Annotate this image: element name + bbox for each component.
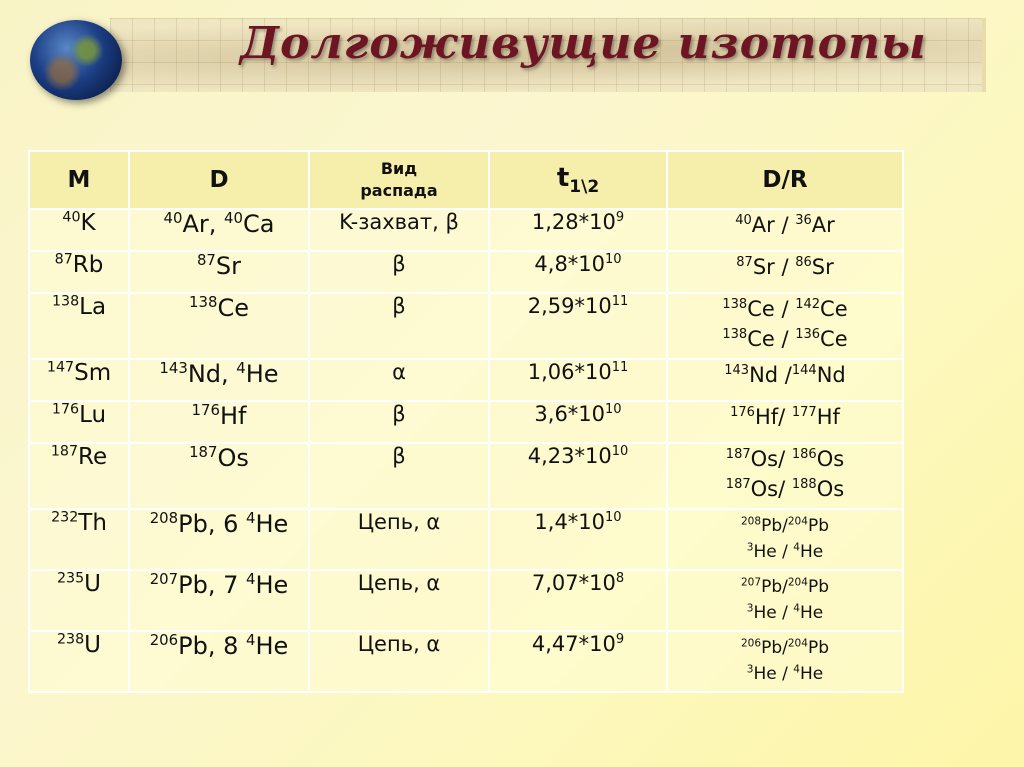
ratio-isotope (735, 213, 795, 237)
cell-daughter (129, 443, 309, 509)
cell-half-life (489, 209, 667, 251)
cell-parent-isotope (29, 631, 129, 692)
isotope-text: Pb, 7 (178, 571, 246, 599)
ratio-line (668, 402, 902, 432)
slide-title: Долгоживущие изотопы (240, 18, 927, 69)
mass-number: 40 (735, 213, 752, 228)
isotope-text: Pb (807, 516, 830, 536)
isotope-text: Pb (807, 638, 830, 658)
cell-decay-type: Цепь, α (309, 631, 489, 692)
half-life-mantissa: 1,06*10 (527, 360, 612, 384)
table-row (29, 209, 903, 251)
cell-decay-type: K-захват, β (309, 209, 489, 251)
ratio-isotope (795, 297, 847, 321)
mass-number: 87 (736, 255, 753, 270)
cell-daughter (129, 293, 309, 359)
mass-number: 86 (795, 255, 812, 270)
mass-number: 206 (740, 637, 762, 650)
element-symbol: Lu (79, 402, 107, 428)
ratio-isotope (722, 327, 795, 351)
element-symbol: U (84, 632, 102, 658)
daughter-isotope (150, 571, 246, 599)
isotope-text: Os/ (750, 477, 792, 501)
half-life-exponent: 9 (615, 632, 625, 647)
isotope-text: He (255, 632, 289, 660)
cell-ratio (667, 509, 903, 570)
cell-decay-type: β (309, 251, 489, 293)
half-life-exponent: 11 (611, 294, 629, 309)
cell-decay-type: β (309, 401, 489, 443)
mass-number: 232 (51, 509, 79, 526)
cell-decay-type: β (309, 443, 489, 509)
isotope-text: He (799, 542, 824, 562)
mass-number: 143 (159, 359, 188, 377)
isotope-text: Nd / (749, 363, 792, 387)
cell-half-life (489, 251, 667, 293)
mass-number: 208 (740, 515, 762, 528)
half-life-exponent: 11 (611, 360, 629, 375)
ratio-line (668, 294, 902, 324)
mass-number: 143 (724, 363, 750, 378)
mass-number: 40 (163, 209, 183, 227)
ratio-isotope (795, 255, 834, 279)
isotope-text: Sr (215, 252, 242, 280)
ratio-isotope (792, 447, 844, 471)
cell-daughter (129, 359, 309, 401)
half-life-mantissa: 7,07*10 (531, 571, 616, 595)
isotope-text: He (245, 360, 279, 388)
ratio-isotope (741, 638, 788, 658)
half-life-exponent: 10 (605, 252, 622, 267)
cell-daughter (129, 251, 309, 293)
header-half-life-sub: 1\2 (569, 177, 600, 198)
half-life-exponent: 10 (605, 402, 622, 417)
mass-number: 138 (722, 327, 748, 342)
ratio-isotope (726, 447, 792, 471)
isotope-text: Ar / (751, 213, 796, 237)
mass-number: 176 (730, 405, 755, 420)
half-life-mantissa: 1,4*10 (534, 510, 606, 534)
daughter-isotope (197, 252, 241, 280)
mass-number: 207 (740, 576, 762, 589)
mass-number: 4 (246, 509, 256, 527)
daughter-isotope (164, 210, 224, 238)
daughter-isotope (246, 571, 288, 599)
ratio-isotope (747, 603, 793, 623)
ratio-isotope (792, 477, 844, 501)
mass-number: 144 (791, 363, 817, 378)
mass-number: 4 (246, 570, 256, 588)
mass-number: 138 (51, 293, 80, 310)
ratio-line (668, 600, 902, 626)
isotope-text: Ar, (182, 210, 225, 238)
element-symbol: Sm (74, 360, 112, 386)
cell-parent-isotope (29, 509, 129, 570)
cell-parent-isotope (29, 401, 129, 443)
mass-number: 87 (54, 251, 73, 268)
mass-number: 176 (191, 401, 220, 419)
isotope-text: He (255, 510, 289, 538)
isotope-text: Ca (242, 210, 275, 238)
ratio-line (668, 444, 902, 474)
mass-number: 36 (795, 213, 812, 228)
isotope-text: Hf/ (754, 405, 792, 429)
header-m: M (29, 151, 129, 209)
table-row (29, 401, 903, 443)
isotope-text: Pb/ (761, 577, 788, 597)
mass-number: 204 (787, 576, 808, 589)
table-body (29, 209, 903, 692)
isotope-text: Ce (217, 294, 249, 322)
isotope-text: Pb/ (761, 638, 788, 658)
isotope-text: Sr (811, 255, 834, 279)
half-life-mantissa: 4,47*10 (531, 632, 616, 656)
ratio-isotope (726, 477, 792, 501)
element-symbol: Re (78, 444, 108, 470)
daughter-isotope (150, 632, 246, 660)
mass-number: 4 (793, 602, 800, 615)
isotope-text: He / (753, 542, 794, 562)
cell-ratio (667, 251, 903, 293)
cell-half-life (489, 401, 667, 443)
mass-number: 138 (189, 293, 218, 311)
ratio-isotope (788, 577, 829, 597)
isotope-text: Nd (816, 363, 846, 387)
isotope-table (28, 150, 904, 693)
ratio-isotope (792, 405, 840, 429)
mass-number: 186 (791, 447, 817, 462)
table-row (29, 631, 903, 692)
isotope-text: Ce / (747, 297, 796, 321)
cell-decay-type: Цепь, α (309, 570, 489, 631)
ratio-isotope (788, 516, 829, 536)
element-symbol: La (79, 294, 107, 320)
mass-number: 4 (246, 631, 256, 649)
isotope-text: Nd, (187, 360, 237, 388)
ratio-line (668, 513, 902, 539)
cell-decay-type: β (309, 293, 489, 359)
mass-number: 87 (196, 251, 216, 269)
half-life-mantissa: 2,59*10 (527, 294, 612, 318)
ratio-isotope (722, 297, 795, 321)
ratio-line (668, 574, 902, 600)
ratio-line (668, 635, 902, 661)
cell-ratio (667, 570, 903, 631)
mass-number: 40 (62, 209, 81, 226)
cell-parent-isotope (29, 570, 129, 631)
daughter-isotope (189, 444, 249, 472)
ratio-line (668, 360, 902, 390)
table-row (29, 443, 903, 509)
half-life-exponent: 10 (605, 510, 622, 525)
ratio-line (668, 661, 902, 687)
mass-number: 208 (149, 509, 179, 527)
mass-number: 238 (56, 631, 85, 648)
cell-ratio (667, 209, 903, 251)
isotope-text: Pb, 8 (178, 632, 246, 660)
ratio-line (668, 539, 902, 565)
ratio-isotope (793, 664, 823, 684)
cell-parent-isotope (29, 443, 129, 509)
half-life-mantissa: 4,8*10 (534, 252, 606, 276)
ratio-line (668, 474, 902, 504)
daughter-isotope (246, 632, 288, 660)
cell-ratio (667, 443, 903, 509)
table-row (29, 293, 903, 359)
isotope-text: Pb (807, 577, 830, 597)
isotope-text: Os/ (750, 447, 792, 471)
ratio-isotope (792, 363, 846, 387)
daughter-isotope (150, 510, 246, 538)
isotope-text: He (255, 571, 289, 599)
half-life-mantissa: 3,6*10 (534, 402, 606, 426)
ratio-line (668, 252, 902, 282)
isotope-text: He (799, 603, 824, 623)
isotope-text: Os (816, 447, 845, 471)
ratio-isotope (788, 638, 829, 658)
cell-half-life (489, 293, 667, 359)
mass-number: 206 (149, 631, 179, 649)
ratio-line (668, 324, 902, 354)
ratio-isotope (741, 516, 788, 536)
ratio-isotope (793, 542, 823, 562)
cell-daughter (129, 570, 309, 631)
mass-number: 3 (746, 663, 754, 676)
ratio-isotope (724, 363, 792, 387)
isotope-text: Hf (816, 405, 840, 429)
mass-number: 204 (787, 637, 808, 650)
table-row (29, 251, 903, 293)
isotope-text: Ar (811, 213, 835, 237)
header-decay-line2: распада (360, 181, 438, 200)
mass-number: 147 (46, 359, 75, 376)
cell-daughter (129, 401, 309, 443)
mass-number: 235 (56, 570, 85, 587)
daughter-isotope (159, 360, 236, 388)
mass-number: 207 (149, 570, 179, 588)
mass-number: 40 (224, 209, 243, 227)
mass-number: 177 (791, 405, 817, 420)
cell-ratio (667, 359, 903, 401)
mass-number: 176 (51, 401, 80, 418)
element-symbol: Th (78, 510, 107, 536)
cell-parent-isotope (29, 209, 129, 251)
mass-number: 3 (746, 602, 754, 615)
element-symbol: K (80, 210, 96, 236)
cell-ratio (667, 401, 903, 443)
cell-half-life (489, 631, 667, 692)
isotope-text: He / (753, 664, 794, 684)
mass-number: 142 (795, 297, 821, 312)
cell-half-life (489, 509, 667, 570)
ratio-line (668, 210, 902, 240)
cell-decay-type: α (309, 359, 489, 401)
cell-ratio (667, 293, 903, 359)
ratio-isotope (795, 327, 847, 351)
cell-parent-isotope (29, 251, 129, 293)
mass-number: 187 (50, 443, 79, 460)
mass-number: 187 (189, 443, 218, 461)
half-life-exponent: 8 (615, 571, 625, 586)
ratio-isotope (793, 603, 823, 623)
header-half-life-symbol: t (556, 162, 570, 193)
isotope-text: Ce / (747, 327, 796, 351)
ratio-isotope (795, 213, 835, 237)
cell-daughter (129, 209, 309, 251)
mass-number: 138 (722, 297, 748, 312)
mass-number: 187 (725, 477, 751, 492)
mass-number: 136 (795, 327, 821, 342)
mass-number: 188 (791, 477, 817, 492)
cell-parent-isotope (29, 359, 129, 401)
ratio-isotope (741, 577, 788, 597)
isotope-text: Sr / (752, 255, 796, 279)
isotope-text: He (799, 664, 824, 684)
table-row (29, 359, 903, 401)
table-row (29, 509, 903, 570)
ratio-isotope (730, 405, 792, 429)
daughter-isotope (246, 510, 288, 538)
mass-number: 204 (787, 515, 808, 528)
ratio-isotope (747, 664, 793, 684)
daughter-isotope (192, 402, 247, 430)
header-decay-line1: Вид (380, 159, 418, 178)
table-row (29, 570, 903, 631)
table-header-row (29, 151, 903, 209)
cell-daughter (129, 631, 309, 692)
isotope-text: Os (816, 477, 845, 501)
cell-decay-type: Цепь, α (309, 509, 489, 570)
ratio-isotope (747, 542, 793, 562)
half-life-exponent: 9 (615, 210, 625, 225)
header-d: D (129, 151, 309, 209)
isotope-text: Pb, 6 (178, 510, 246, 538)
isotope-text: Ce (820, 327, 848, 351)
cell-ratio (667, 631, 903, 692)
daughter-isotope (236, 360, 278, 388)
cell-daughter (129, 509, 309, 570)
cell-half-life (489, 359, 667, 401)
mass-number: 4 (236, 359, 246, 377)
isotope-text: He / (753, 603, 794, 623)
header-dr: D/R (667, 151, 903, 209)
element-symbol: U (84, 571, 102, 597)
daughter-isotope (189, 294, 249, 322)
mass-number: 4 (793, 663, 800, 676)
daughter-isotope (224, 210, 274, 238)
half-life-mantissa: 1,28*10 (531, 210, 616, 234)
mass-number: 4 (793, 541, 800, 554)
cell-half-life (489, 570, 667, 631)
isotope-text: Hf (219, 402, 247, 430)
mass-number: 3 (746, 541, 754, 554)
half-life-exponent: 10 (611, 444, 629, 459)
element-symbol: Rb (72, 252, 104, 278)
isotope-text: Pb/ (761, 516, 788, 536)
isotope-text: Os (217, 444, 249, 472)
ratio-isotope (736, 255, 795, 279)
cell-half-life (489, 443, 667, 509)
globe-icon (30, 20, 122, 100)
header-decay-type (309, 151, 489, 209)
half-life-mantissa: 4,23*10 (527, 444, 612, 468)
mass-number: 187 (725, 447, 751, 462)
isotope-text: Ce (820, 297, 848, 321)
cell-parent-isotope (29, 293, 129, 359)
header-half-life (489, 151, 667, 209)
